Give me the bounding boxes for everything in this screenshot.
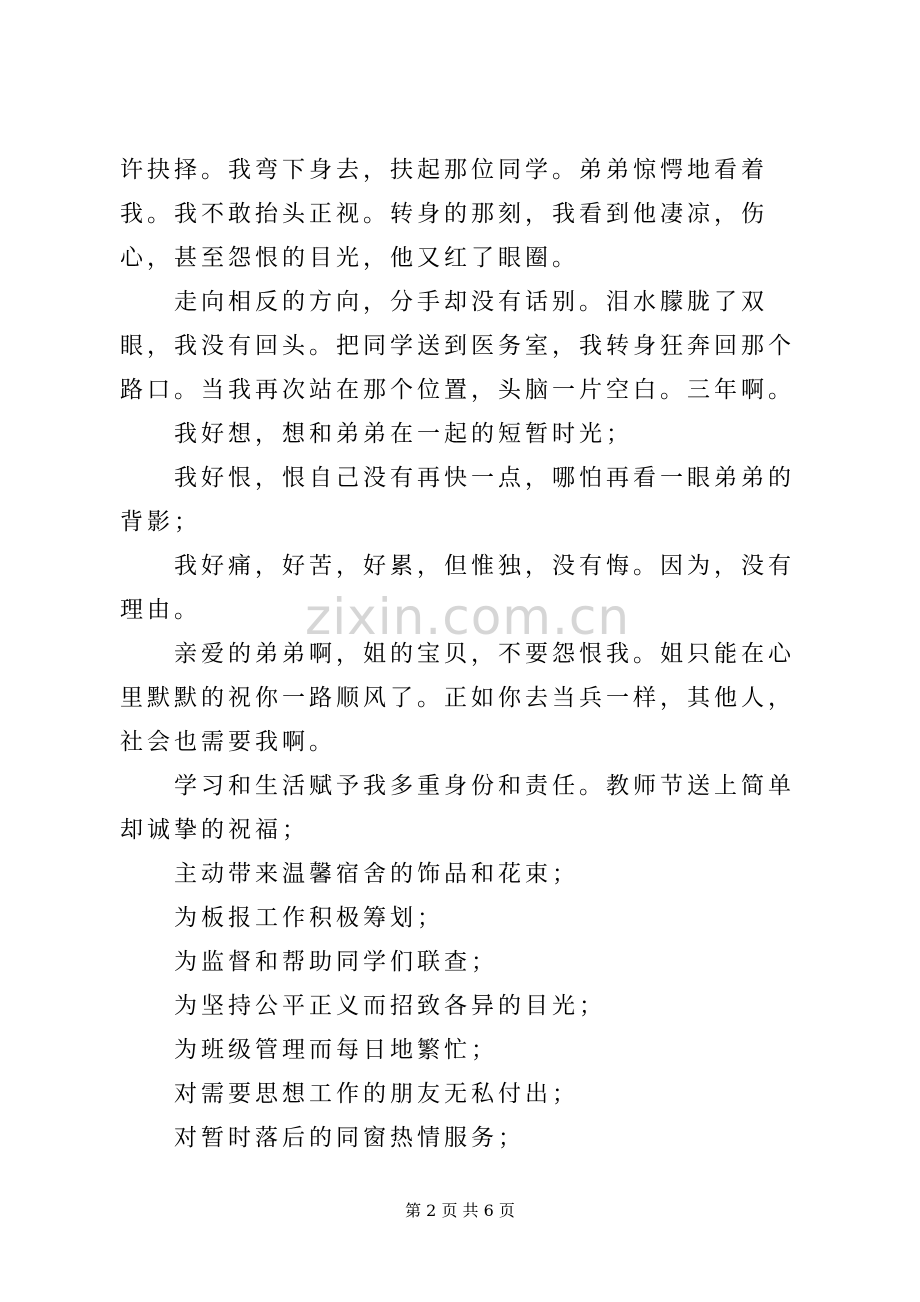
paragraph-2: 走向相反的方向，分手却没有话别。泪水朦胧了双眼，我没有回头。把同学送到医务室，我转身狂奔回那个路口。当我再次站在那个位置，头脑一片空白。三年啊。 (120, 289, 795, 403)
page-footer: 第 2 页 共 6 页 (405, 1201, 515, 1220)
paragraph-6: 亲爱的弟弟啊，姐的宝贝，不要怨恨我。姐只能在心里默默的祝你一路顺风了。正如你去当兵一样，其他人，社会也需要我啊。 (120, 641, 795, 755)
watermark: zixin.com.cn (305, 588, 631, 646)
paragraph-13: 对需要思想工作的朋友无私付出； (174, 1081, 579, 1107)
document-body (120, 148, 820, 1160)
paragraph-9: 为板报工作积极筹划； (174, 905, 444, 931)
paragraph-14: 对暂时落后的同窗热情服务； (174, 1125, 525, 1151)
paragraph-12: 为班级管理而每日地繁忙； (174, 1037, 498, 1063)
paragraph-7: 学习和生活赋予我多重身份和责任。教师节送上简单却诚挚的祝福； (120, 773, 795, 843)
paragraph-3: 我好想，想和弟弟在一起的短暂时光； (174, 421, 633, 447)
paragraph-10: 为监督和帮助同学们联查； (174, 949, 498, 975)
paragraph-8: 主动带来温馨宿舍的饰品和花束； (174, 861, 579, 887)
paragraph-1: 许抉择。我弯下身去，扶起那位同学。弟弟惊愕地看着我。我不敢抬头正视。转身的那刻，我看到他凄凉，伤心，甚至怨恨的目光，他又红了眼圈。 (120, 157, 768, 271)
paragraph-4: 我好恨，恨自己没有再快一点，哪怕再看一眼弟弟的背影； (120, 465, 795, 535)
paragraph-5: 我好痛，好苦，好累，但惟独，没有悔。因为，没有理由。 (120, 553, 795, 623)
paragraph-11: 为坚持公平正义而招致各异的目光； (174, 993, 606, 1019)
